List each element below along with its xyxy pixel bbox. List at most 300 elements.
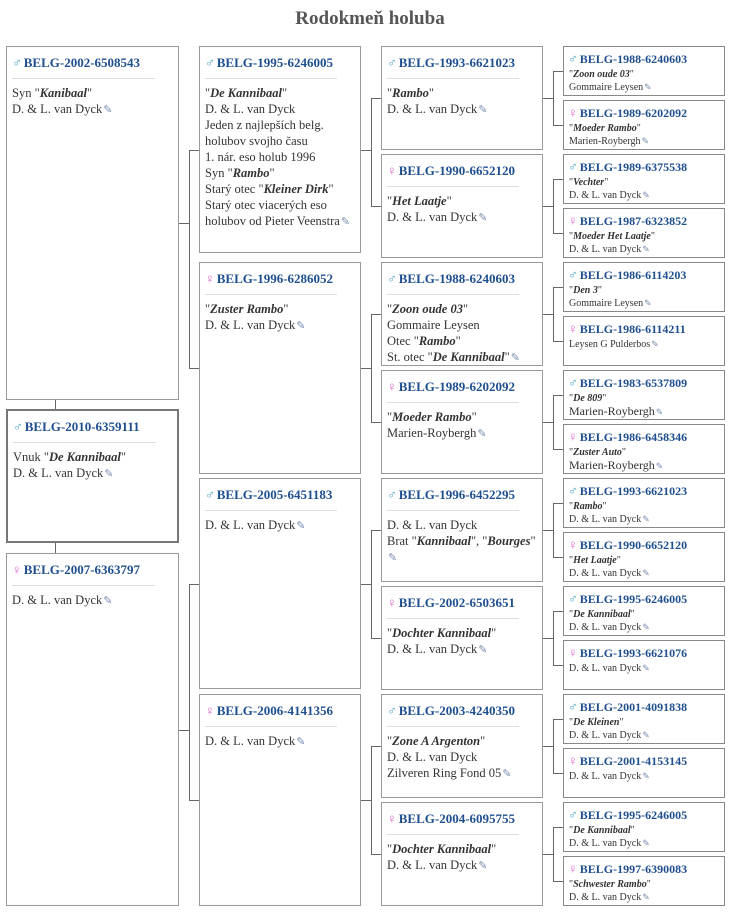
ring-number[interactable]: BELG-1988-6240603 xyxy=(579,52,688,66)
ring-number[interactable]: BELG-1983-6537809 xyxy=(579,376,688,390)
ring-number-link[interactable] xyxy=(387,487,515,503)
pigeon-info xyxy=(387,193,537,226)
info-line xyxy=(387,425,537,442)
info-line xyxy=(387,733,537,749)
ring-number[interactable]: BELG-1996-6452295 xyxy=(398,487,516,502)
info-text: " xyxy=(569,285,574,296)
male-icon: ♂ xyxy=(568,807,578,822)
pigeon-info xyxy=(569,662,719,675)
info-line xyxy=(569,176,719,189)
info-text: Gommaire Leysen xyxy=(569,298,644,309)
info-line xyxy=(569,513,719,526)
pencil-icon[interactable]: ✎ xyxy=(340,216,351,228)
separator xyxy=(12,585,155,586)
info-text: " xyxy=(387,734,393,748)
pigeon-card-g13 xyxy=(563,694,725,744)
connector-line xyxy=(553,611,554,666)
ring-number[interactable]: BELG-1996-6286052 xyxy=(216,271,334,286)
info-text: " xyxy=(471,410,477,424)
ring-number-link[interactable] xyxy=(205,55,333,71)
info-line xyxy=(205,117,355,133)
pencil-icon[interactable]: ✎ xyxy=(478,104,488,116)
pigeon-nickname: Rambo xyxy=(418,334,456,348)
info-line xyxy=(569,135,719,148)
info-text: " xyxy=(530,534,536,548)
ring-number-link[interactable] xyxy=(568,51,687,67)
info-text: Jeden z najlepších belg. xyxy=(205,118,324,132)
pencil-icon[interactable]: ✎ xyxy=(642,838,650,848)
info-line xyxy=(387,409,537,425)
ring-number-link[interactable] xyxy=(387,163,515,179)
info-text: " xyxy=(569,177,574,188)
ring-number-link[interactable] xyxy=(387,55,515,71)
info-text: D. & L. van Dyck xyxy=(205,734,296,748)
info-text: " xyxy=(629,69,634,80)
connector-line xyxy=(543,206,553,207)
pencil-icon[interactable]: ✎ xyxy=(651,339,659,349)
female-icon: ♀ xyxy=(387,811,397,826)
ring-number-link[interactable] xyxy=(12,562,140,578)
pigeon-info xyxy=(569,338,719,351)
info-text: D. & L. van Dyck xyxy=(569,892,642,903)
pencil-icon[interactable]: ✎ xyxy=(478,212,488,224)
pencil-icon[interactable]: ✎ xyxy=(103,595,113,607)
connector-line xyxy=(371,206,381,207)
ring-number-link[interactable] xyxy=(568,753,687,769)
info-text: holubov od Pieter Veenstra xyxy=(205,214,340,228)
pencil-icon[interactable]: ✎ xyxy=(478,860,488,872)
info-line xyxy=(387,517,537,533)
ring-number-link[interactable] xyxy=(205,487,332,503)
female-icon: ♀ xyxy=(387,379,397,394)
connector-line xyxy=(179,223,189,224)
pencil-icon[interactable]: ✎ xyxy=(642,514,650,524)
ring-number-link[interactable] xyxy=(568,537,687,553)
info-text: " xyxy=(283,302,289,316)
connector-line xyxy=(553,665,563,666)
connector-line xyxy=(553,773,563,774)
ring-number[interactable]: BELG-2001-4091838 xyxy=(579,700,688,714)
connector-line xyxy=(361,150,371,151)
connector-line xyxy=(553,71,563,72)
info-text: " xyxy=(387,410,393,424)
ring-number[interactable]: BELG-1997-6390083 xyxy=(579,862,688,876)
pigeon-nickname: De Kannibaal xyxy=(573,609,631,620)
ring-number[interactable]: BELG-1993-6621023 xyxy=(579,484,688,498)
ring-number-link[interactable] xyxy=(387,595,515,611)
info-text: D. & L. van Dyck xyxy=(569,244,642,255)
info-text: " xyxy=(446,194,452,208)
info-text: " xyxy=(597,285,602,296)
pigeon-nickname: Rambo xyxy=(232,166,270,180)
ring-number[interactable]: BELG-2006-4141356 xyxy=(216,703,334,718)
connector-line xyxy=(371,314,372,423)
info-line xyxy=(569,878,719,891)
ring-number-link[interactable] xyxy=(568,861,687,877)
info-text: D. & L. van Dyck xyxy=(387,750,478,764)
pencil-icon[interactable]: ✎ xyxy=(510,352,520,364)
ring-number[interactable]: BELG-2002-6508543 xyxy=(23,55,141,70)
info-text: D. & L. van Dyck xyxy=(205,518,296,532)
info-text: " xyxy=(569,231,574,242)
info-text: " xyxy=(428,86,435,100)
info-text: D. & L. van Dyck xyxy=(205,318,296,332)
male-icon: ♂ xyxy=(568,483,578,498)
info-text: " xyxy=(491,842,497,856)
info-text: D. & L. van Dyck xyxy=(569,730,642,741)
pigeon-nickname: De Kleinen xyxy=(573,717,620,728)
info-line xyxy=(205,197,355,213)
pigeon-nickname: Vechter xyxy=(573,177,605,188)
pigeon-card-g4 xyxy=(563,208,725,258)
pigeon-info xyxy=(569,392,719,419)
info-line xyxy=(12,85,173,101)
separator xyxy=(12,78,155,79)
info-line xyxy=(387,85,537,101)
info-text: " xyxy=(455,334,461,348)
info-text: D. & L. van Dyck xyxy=(569,771,642,782)
female-icon: ♀ xyxy=(205,703,215,718)
male-icon: ♂ xyxy=(13,419,23,434)
ring-number[interactable]: BELG-1993-6621023 xyxy=(398,55,516,70)
connector-line xyxy=(371,746,372,855)
pigeon-nickname: Kannibaal xyxy=(416,534,471,548)
pencil-icon[interactable]: ✎ xyxy=(296,320,306,332)
pigeon-card-g16 xyxy=(563,856,725,906)
connector-line xyxy=(371,854,381,855)
pencil-icon[interactable]: ✎ xyxy=(478,644,488,656)
pigeon-info xyxy=(387,85,537,118)
pigeon-info xyxy=(12,592,173,609)
info-line xyxy=(205,517,355,534)
pigeon-card-g15 xyxy=(563,802,725,852)
separator xyxy=(387,294,519,295)
pencil-icon[interactable]: ✎ xyxy=(644,298,652,308)
info-line xyxy=(12,592,173,609)
pigeon-card-sds xyxy=(381,262,543,366)
ring-number[interactable]: BELG-1988-6240603 xyxy=(398,271,516,286)
ring-number-link[interactable] xyxy=(387,379,515,395)
connector-line xyxy=(553,503,563,504)
pencil-icon[interactable]: ✎ xyxy=(642,663,650,673)
ring-number-link[interactable] xyxy=(205,271,333,287)
pencil-icon[interactable]: ✎ xyxy=(642,771,650,781)
ring-number[interactable]: BELG-1993-6621076 xyxy=(579,646,688,660)
pigeon-info xyxy=(387,733,537,782)
info-line xyxy=(205,213,355,230)
pigeon-info xyxy=(12,85,173,118)
info-text: " xyxy=(630,825,635,836)
info-text: " xyxy=(387,842,393,856)
female-icon: ♀ xyxy=(387,163,397,178)
ring-number[interactable]: BELG-1986-6458346 xyxy=(579,430,688,444)
pencil-icon[interactable]: ✎ xyxy=(642,190,650,200)
ring-number-link[interactable] xyxy=(12,55,140,71)
info-line xyxy=(387,301,537,317)
connector-line xyxy=(553,341,563,342)
ring-number[interactable]: BELG-1986-6114203 xyxy=(579,268,687,282)
info-text: " xyxy=(602,393,607,404)
ring-number[interactable]: BELG-1989-6375538 xyxy=(579,160,688,174)
info-line xyxy=(569,621,719,634)
ring-number[interactable]: BELG-2005-6451183 xyxy=(216,487,333,502)
pigeon-card-ds xyxy=(199,478,361,689)
pigeon-card-g3 xyxy=(563,154,725,204)
connector-line xyxy=(371,314,381,315)
info-line xyxy=(387,749,537,765)
ring-number[interactable]: BELG-2010-6359111 xyxy=(24,419,140,434)
info-line xyxy=(569,891,719,904)
info-text: D. & L. van Dyck xyxy=(12,593,103,607)
pigeon-nickname: Schwester Rambo xyxy=(573,879,647,890)
ring-number[interactable]: BELG-1995-6246005 xyxy=(579,592,688,606)
ring-number[interactable]: BELG-1987-6323852 xyxy=(579,214,688,228)
connector-line xyxy=(361,800,371,801)
info-text: Marien-Roybergh xyxy=(569,404,655,418)
separator xyxy=(387,834,519,835)
info-line xyxy=(569,824,719,837)
info-text: Otec " xyxy=(387,334,419,348)
ring-number[interactable]: BELG-1990-6652120 xyxy=(398,163,516,178)
info-text: " xyxy=(569,393,574,404)
info-line xyxy=(569,189,719,202)
pigeon-nickname: Zoon oude 03 xyxy=(573,69,630,80)
pencil-icon[interactable]: ✎ xyxy=(103,104,113,116)
female-icon: ♀ xyxy=(568,645,578,660)
pigeon-card-g5 xyxy=(563,262,725,312)
connector-line xyxy=(361,368,371,369)
connector-line xyxy=(371,746,381,747)
info-text: " xyxy=(491,626,497,640)
female-icon: ♀ xyxy=(12,562,22,577)
ring-number-link[interactable] xyxy=(568,483,687,499)
info-line xyxy=(387,349,537,366)
info-line xyxy=(569,243,719,256)
pigeon-info xyxy=(387,301,537,366)
connector-line xyxy=(371,422,381,423)
ring-number-link[interactable] xyxy=(568,213,687,229)
info-text: Brat " xyxy=(387,534,417,548)
info-text: D. & L. van Dyck xyxy=(569,838,642,849)
pencil-icon[interactable]: ✎ xyxy=(641,136,650,146)
pigeon-card-dd xyxy=(199,694,361,906)
info-text: " xyxy=(569,717,574,728)
ring-number-link[interactable] xyxy=(568,105,687,121)
connector-line xyxy=(553,881,563,882)
male-icon: ♂ xyxy=(568,375,578,390)
connector-line xyxy=(553,719,563,720)
info-text: " xyxy=(86,86,93,100)
ring-number-link[interactable] xyxy=(568,321,686,337)
ring-number-link[interactable] xyxy=(568,699,687,715)
connector-line xyxy=(553,179,554,234)
info-text: Marien-Roybergh xyxy=(569,458,655,472)
pigeon-nickname: De 809 xyxy=(573,393,603,404)
ring-number-link[interactable] xyxy=(568,159,687,175)
pigeon-nickname: De Kannibaal xyxy=(49,450,121,464)
ring-number[interactable]: BELG-1995-6246005 xyxy=(579,808,688,822)
info-text: D. & L. van Dyck xyxy=(387,642,478,656)
pencil-icon[interactable]: ✎ xyxy=(104,468,114,480)
pigeon-info xyxy=(205,301,355,334)
info-text: " xyxy=(569,555,574,566)
connector-line xyxy=(543,854,553,855)
info-text: " xyxy=(604,177,609,188)
male-icon: ♂ xyxy=(387,487,397,502)
ring-number-link[interactable] xyxy=(568,267,686,283)
ring-number-link[interactable] xyxy=(387,271,515,287)
pencil-icon[interactable]: ✎ xyxy=(644,82,652,92)
separator xyxy=(205,78,337,79)
info-text: " xyxy=(636,123,641,134)
info-line xyxy=(387,841,537,857)
male-icon: ♂ xyxy=(12,55,22,70)
info-text: " xyxy=(569,447,574,458)
female-icon: ♀ xyxy=(205,271,215,286)
pigeon-card-g6 xyxy=(563,316,725,366)
info-text: " xyxy=(328,182,334,196)
pigeon-card-sss xyxy=(381,46,543,150)
info-line xyxy=(387,549,537,566)
info-text: Starý otec viacerých eso xyxy=(205,198,327,212)
ring-number[interactable]: BELG-2001-4153145 xyxy=(579,754,688,768)
pencil-icon[interactable]: ✎ xyxy=(296,736,306,748)
connector-line xyxy=(543,530,553,531)
ring-number-link[interactable] xyxy=(568,429,687,445)
ring-number-link[interactable] xyxy=(568,645,687,661)
male-icon: ♂ xyxy=(568,159,578,174)
pigeon-nickname: Zone A Argenton xyxy=(392,734,481,748)
ring-number[interactable]: BELG-2007-6363797 xyxy=(23,562,141,577)
ring-number[interactable]: BELG-1989-6202092 xyxy=(579,106,688,120)
ring-number[interactable]: BELG-1986-6114211 xyxy=(579,322,686,336)
pigeon-info xyxy=(205,733,355,750)
info-line xyxy=(387,193,537,209)
ring-number-link[interactable] xyxy=(568,591,687,607)
pigeon-info xyxy=(205,85,355,230)
ring-number-link[interactable] xyxy=(568,807,687,823)
pigeon-card-dsd xyxy=(381,586,543,690)
info-text: Syn " xyxy=(12,86,40,100)
connector-line xyxy=(553,611,563,612)
separator xyxy=(387,726,519,727)
connector-line xyxy=(189,150,190,369)
pigeon-info xyxy=(569,770,719,783)
info-line xyxy=(569,770,719,783)
info-text: ", " xyxy=(470,534,488,548)
info-text: " xyxy=(205,302,211,316)
pigeon-nickname: Zoon oude 03 xyxy=(392,302,463,316)
connector-line xyxy=(553,827,554,882)
ring-number[interactable]: BELG-2002-6503651 xyxy=(398,595,516,610)
pigeon-info xyxy=(569,284,719,310)
info-line xyxy=(569,716,719,729)
pigeon-nickname: Moeder Het Laatje xyxy=(573,231,651,242)
connector-line xyxy=(553,233,563,234)
info-text: Zilveren Ring Fond 05 xyxy=(387,766,502,780)
pencil-icon[interactable]: ✎ xyxy=(642,244,650,254)
ring-number-link[interactable] xyxy=(387,811,515,827)
ring-number[interactable]: BELG-1989-6202092 xyxy=(398,379,516,394)
connector-line xyxy=(553,557,563,558)
connector-line xyxy=(371,98,372,207)
info-text: Vnuk " xyxy=(13,450,50,464)
info-text: D. & L. van Dyck xyxy=(569,663,642,674)
connector-line xyxy=(179,730,189,731)
info-line xyxy=(205,733,355,750)
info-text: Gommaire Leysen xyxy=(569,82,644,93)
info-text: D. & L. van Dyck xyxy=(205,102,296,116)
ring-number-link[interactable] xyxy=(387,703,515,719)
info-text: D. & L. van Dyck xyxy=(387,102,478,116)
pencil-icon[interactable]: ✎ xyxy=(477,428,487,440)
pencil-icon[interactable]: ✎ xyxy=(642,892,650,902)
info-text: D. & L. van Dyck xyxy=(387,518,478,532)
pigeon-info xyxy=(569,824,719,850)
ring-number-link[interactable] xyxy=(13,419,140,435)
ring-number[interactable]: BELG-1990-6652120 xyxy=(579,538,688,552)
pigeon-card-ss xyxy=(199,46,361,253)
male-icon: ♂ xyxy=(568,267,578,282)
info-text: " xyxy=(630,609,635,620)
connector-line xyxy=(553,395,563,396)
info-line xyxy=(387,101,537,118)
info-text: " xyxy=(462,302,469,316)
pencil-icon[interactable]: ✎ xyxy=(642,622,650,632)
info-line xyxy=(569,230,719,243)
pigeon-info xyxy=(387,625,537,658)
ring-number-link[interactable] xyxy=(568,375,687,391)
info-line xyxy=(569,500,719,513)
info-line xyxy=(205,301,355,317)
info-line xyxy=(205,133,355,149)
separator xyxy=(387,78,519,79)
separator xyxy=(13,442,156,443)
ring-number[interactable]: BELG-2003-4240350 xyxy=(398,703,516,718)
pigeon-card-g11 xyxy=(563,586,725,636)
pencil-icon[interactable]: ✎ xyxy=(655,461,664,471)
pigeon-info xyxy=(569,68,719,94)
pigeon-card-g1 xyxy=(563,46,725,96)
info-text: D. & L. van Dyck xyxy=(387,858,478,872)
pigeon-info xyxy=(569,608,719,634)
male-icon: ♂ xyxy=(205,55,215,70)
ring-number-link[interactable] xyxy=(205,703,333,719)
pencil-icon[interactable]: ✎ xyxy=(642,568,650,578)
pencil-icon[interactable]: ✎ xyxy=(655,407,664,417)
info-line xyxy=(205,317,355,334)
pencil-icon[interactable]: ✎ xyxy=(388,552,398,564)
info-line xyxy=(13,465,174,482)
info-line xyxy=(205,149,355,165)
pencil-icon[interactable]: ✎ xyxy=(642,730,650,740)
info-text: D. & L. van Dyck xyxy=(569,568,642,579)
separator xyxy=(205,510,337,511)
info-text: " xyxy=(387,302,393,316)
pigeon-nickname: Het Laatje xyxy=(392,194,447,208)
info-line xyxy=(387,641,537,658)
info-text: " xyxy=(569,879,574,890)
pencil-icon[interactable]: ✎ xyxy=(296,520,306,532)
ring-number[interactable]: BELG-2004-6095755 xyxy=(398,811,516,826)
pencil-icon[interactable]: ✎ xyxy=(502,768,512,780)
info-line xyxy=(569,662,719,675)
info-line xyxy=(387,625,537,641)
info-text: " xyxy=(387,86,393,100)
pigeon-card-g2 xyxy=(563,100,725,150)
info-text: " xyxy=(569,501,574,512)
ring-number[interactable]: BELG-1995-6246005 xyxy=(216,55,334,70)
